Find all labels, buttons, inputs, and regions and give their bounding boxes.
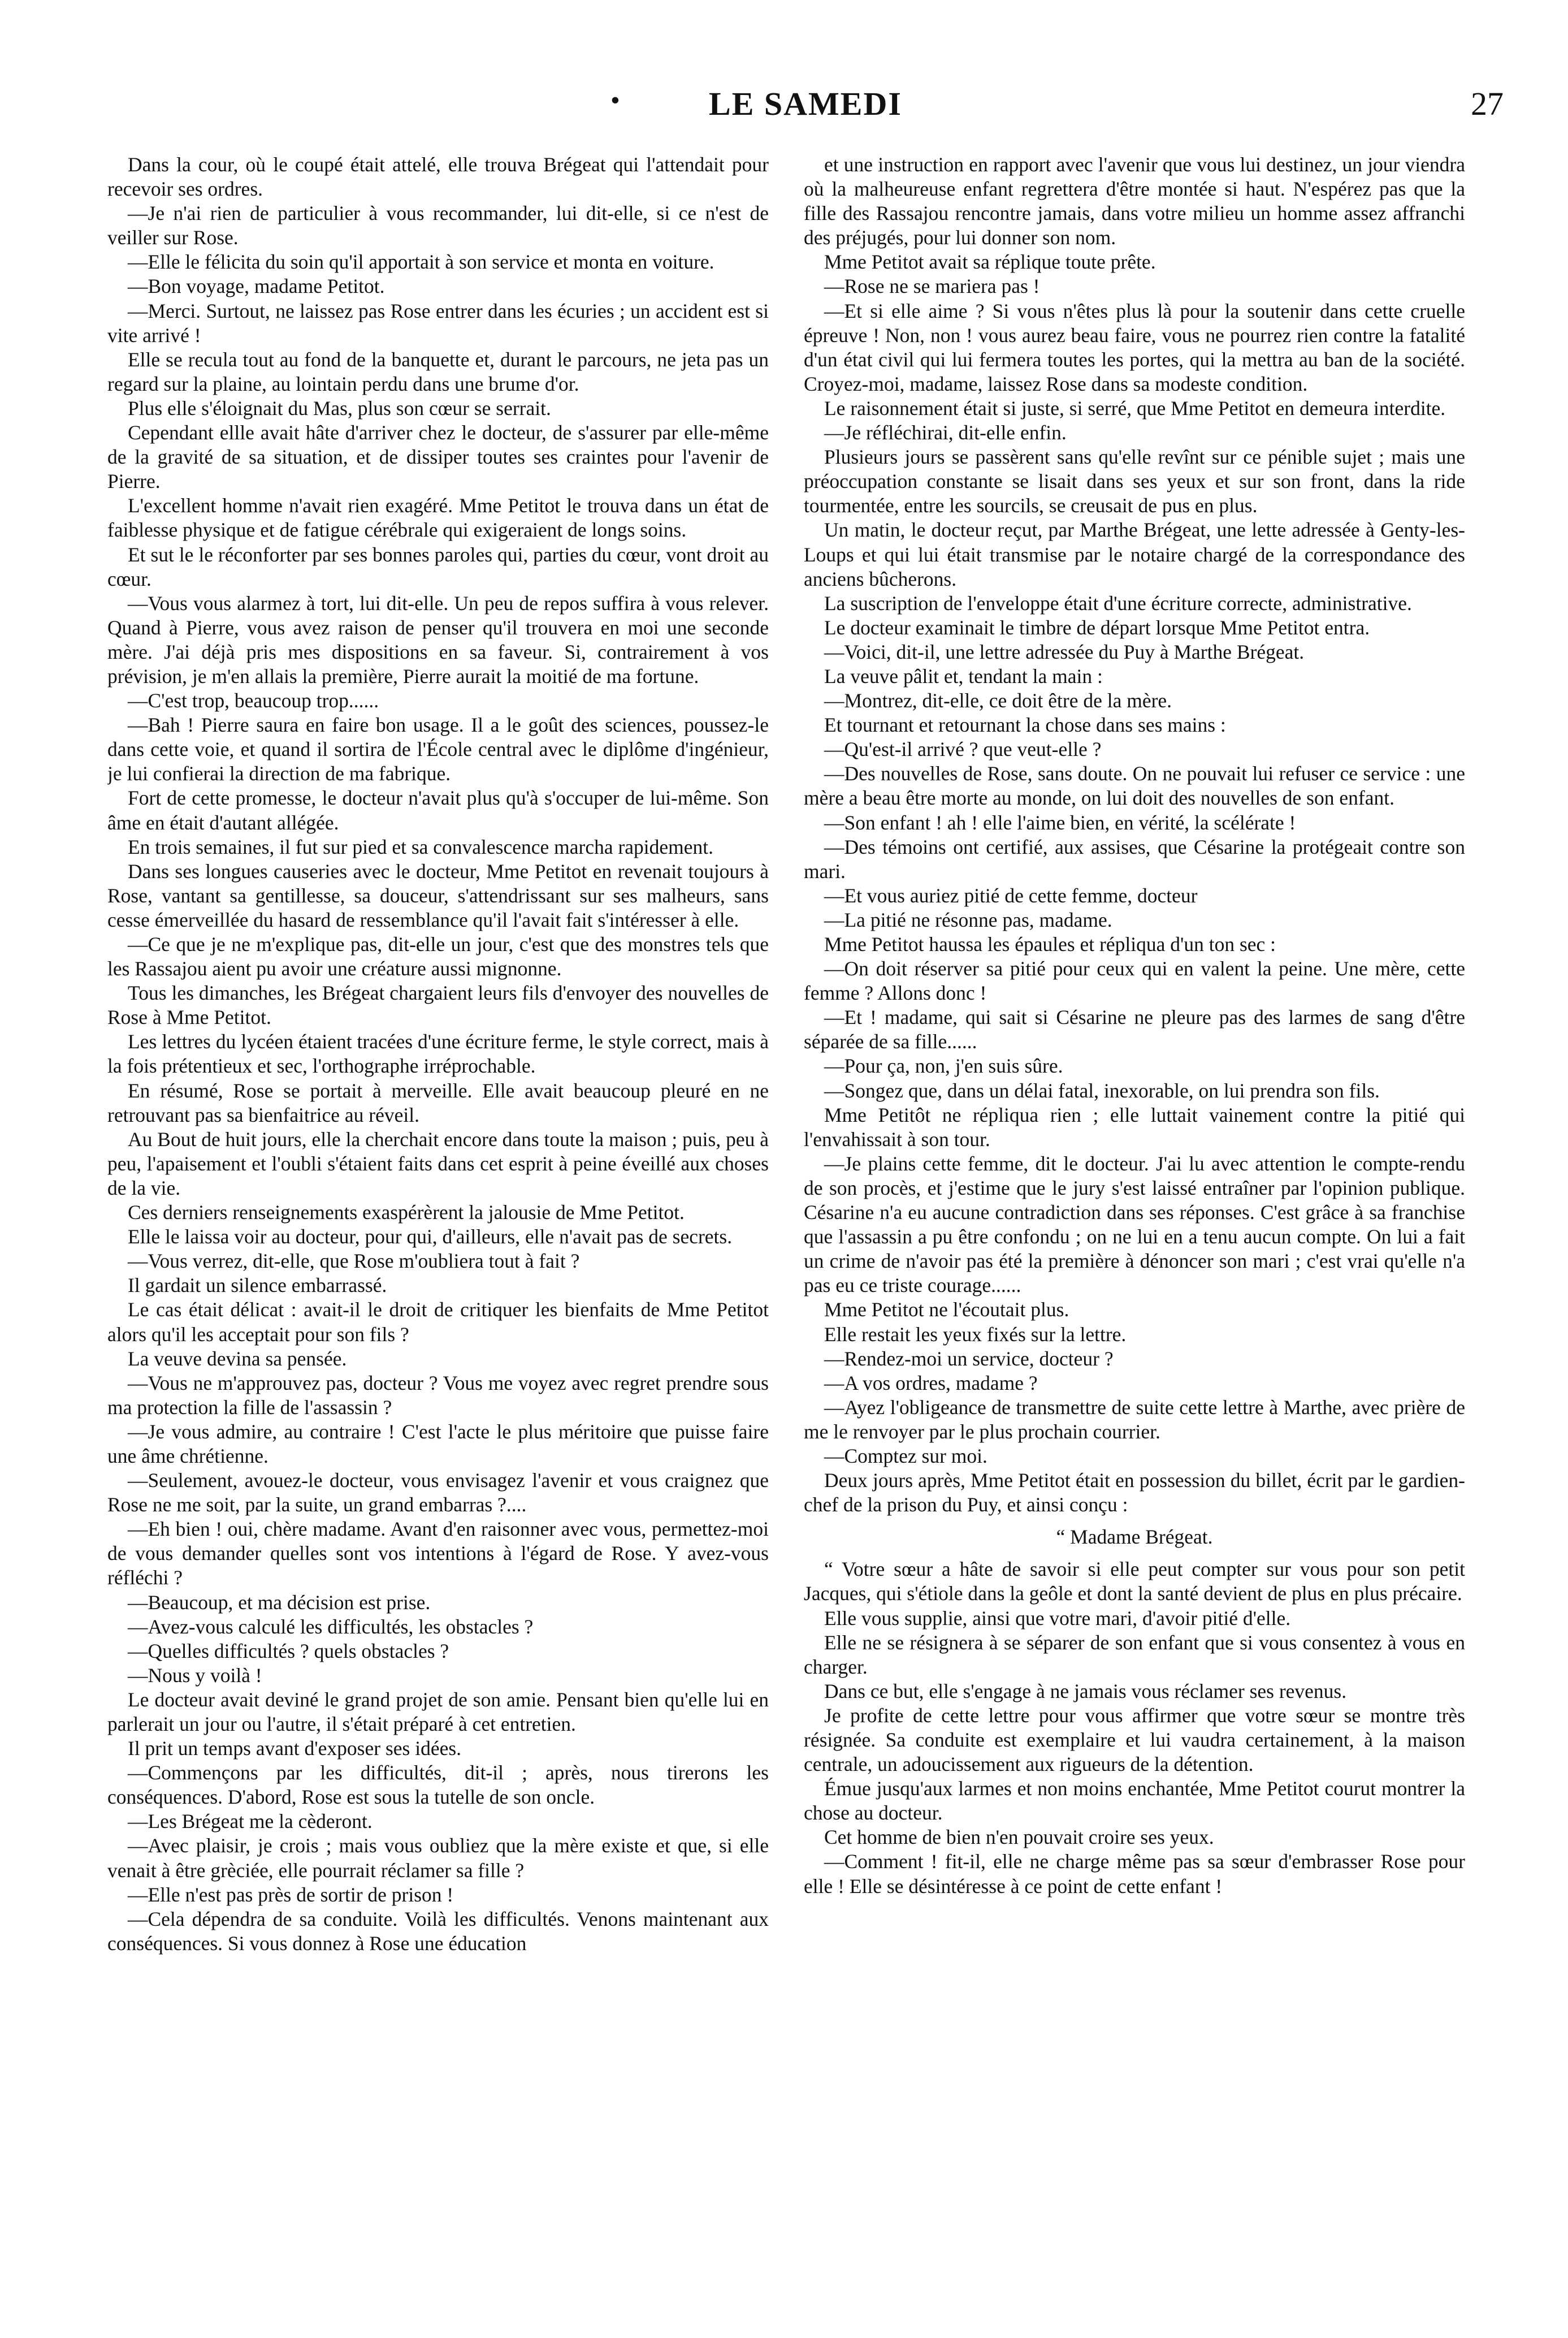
paragraph: L'excellent homme n'avait rien exagéré. Mme Petitot le trouva dans un état de faiblesse physique et de fatigue cérébrale qui exigeraient de longs soins. bbox=[107, 494, 769, 542]
paragraph: Le raisonnement était si juste, si serré, que Mme Petitot en demeura interdite. bbox=[824, 396, 1446, 420]
paragraph: Au Bout de huit jours, elle la cherchait encore dans toute la maison ; puis, peu à peu, l'apaisement et l'oubli s'étaient faits dans cet esprit à peine éveillé aux choses de la vie. bbox=[107, 1127, 769, 1199]
paragraph: Il gardait un silence embarrassé. bbox=[128, 1274, 387, 1297]
paragraph: Mme Petitôt ne répliqua rien ; elle luttait vainement contre la pitié qui l'envahissait à son tour. bbox=[804, 1103, 1465, 1151]
paragraph: Mme Petitot avait sa réplique toute prête. bbox=[824, 250, 1156, 274]
paragraph: Le cas était délicat : avait-il le droit de critiquer les bienfaits de Mme Petitot alors qu'il les acceptait pour son fils ? bbox=[107, 1298, 769, 1346]
paragraph: Et sut le le réconforter par ses bonnes paroles qui, parties du cœur, vont droit au cœur. bbox=[107, 543, 769, 590]
paragraph: —Et ! madame, qui sait si Césarine ne pleure pas des larmes de sang d'être séparée de sa fille...... bbox=[804, 1006, 1465, 1053]
paragraph: —Eh bien ! oui, chère madame. Avant d'en raisonner avec vous, permettez-moi de vous demander quelles sont vos intentions à l'égard de Rose. Y avez-vous réfléchi ? bbox=[107, 1518, 769, 1589]
paragraph: Deux jours après, Mme Petitot était en possession du billet, écrit par le gardien-chef de la prison du Puy, et ainsi conçu : bbox=[804, 1469, 1465, 1516]
paragraph: Dans ses longues causeries avec le docteur, Mme Petitot en revenait toujours à Rose, vantant sa gentillesse, sa douceur, s'attendrissant sur ses malheurs, sans cesse émerveillée du hasard de ressemblance qu'il l'avait fait s'intéresser à elle. bbox=[107, 859, 769, 931]
paragraph: —Ce que je ne m'explique pas, dit-elle un jour, c'est que des monstres tels que les Rassajou aient pu avoir une créature aussi mignonne. bbox=[107, 933, 769, 980]
paragraph: —Son enfant ! ah ! elle l'aime bien, en vérité, la scélérate ! bbox=[824, 811, 1296, 834]
paragraph: —Comment ! fit-il, elle ne charge même pas sa sœur d'embrasser Rose pour elle ! Elle se désintéresse à ce point de cette enfant ! bbox=[804, 1850, 1465, 1898]
paragraph: —Je réfléchirai, dit-elle enfin. bbox=[824, 421, 1067, 444]
paragraph: —Bah ! Pierre saura en faire bon usage. Il a le goût des sciences, poussez-le dans cette voie, et quand il sortira de l'École central avec le diplôme d'ingénieur, je lui confierai la direction de ma fabrique. bbox=[107, 714, 769, 785]
paragraph: —Et si elle aime ? Si vous n'êtes plus là pour la soutenir dans cette cruelle épreuve ! Non, non ! vous aurez beau faire, vous ne pourrez rien contre la fatalité d'un état civil qui lui fermera toutes les portes, qui la mettra au ban de la société. Croyez-moi, madame, laissez Rose dans sa modeste condition. bbox=[804, 299, 1465, 395]
paragraph: En trois semaines, il fut sur pied et sa convalescence marcha rapidement. bbox=[128, 835, 714, 858]
paragraph: —C'est trop, beaucoup trop...... bbox=[128, 689, 379, 712]
text-column-right bbox=[804, 153, 1465, 2307]
paragraph: Il prit un temps avant d'exposer ses idées. bbox=[128, 1737, 462, 1760]
text-column-left bbox=[107, 153, 769, 2307]
paragraph: Dans la cour, où le coupé était attelé, elle trouva Brégeat qui l'attendait pour recevoir ses ordres. bbox=[107, 153, 769, 201]
paragraph: Elle le laissa voir au docteur, pour qui, d'ailleurs, elle n'avait pas de secrets. bbox=[128, 1225, 733, 1248]
paragraph: —Vous vous alarmez à tort, lui dit-elle. Un peu de repos suffira à vous relever. Quand à Pierre, vous avez raison de penser qu'il trouvera en moi une seconde mère. J'ai déjà pris mes dispositions en sa faveur. Si, contrairement à vos prévision, je m'en allais la première, Pierre aurait la moitié de ma fortune. bbox=[107, 591, 769, 688]
paragraph: “ Madame Brégeat. bbox=[1056, 1525, 1213, 1549]
paragraph: —Qu'est-il arrivé ? que veut-elle ? bbox=[824, 738, 1102, 761]
page-number: 27 bbox=[1471, 85, 1504, 122]
paragraph: Les lettres du lycéen étaient tracées d'une écriture ferme, le style correct, mais à la fois prétentieux et sec, l'orthographe irréprochable. bbox=[107, 1030, 769, 1078]
paragraph: La suscription de l'enveloppe était d'une écriture correcte, administrative. bbox=[824, 591, 1412, 615]
paragraph: Elle vous supplie, ainsi que votre mari, d'avoir pitié d'elle. bbox=[824, 1606, 1291, 1630]
paragraph: —Rose ne se mariera pas ! bbox=[824, 275, 1040, 298]
paragraph: “ Votre sœur a hâte de savoir si elle peut compter sur vous pour son petit Jacques, qui s'étiole dans la geôle et dont la santé devient de plus en plus précaire. bbox=[804, 1558, 1465, 1605]
paragraph: En résumé, Rose se portait à merveille. Elle avait beaucoup pleuré en ne retrouvant pas sa bienfaitrice au réveil. bbox=[107, 1079, 769, 1126]
paragraph: —On doit réserver sa pitié pour ceux qui en valent la peine. Une mère, cette femme ? Allons donc ! bbox=[804, 957, 1465, 1005]
paragraph: —Avez-vous calculé les difficultés, les obstacles ? bbox=[128, 1615, 534, 1638]
paragraph: —Vous ne m'approuvez pas, docteur ? Vous me voyez avec regret prendre sous ma protection la fille de l'assassin ? bbox=[107, 1371, 769, 1419]
paragraph: Plusieurs jours se passèrent sans qu'elle revînt sur ce pénible sujet ; mais une préoccupation constante se lisait dans ses yeux et sur son front, dans la ride tourmentée, entre les sourcils, se creusait de pus en plus. bbox=[804, 446, 1465, 517]
paragraph: —Et vous auriez pitié de cette femme, docteur bbox=[824, 884, 1198, 907]
paragraph: —Je n'ai rien de particulier à vous recommander, lui dit-elle, si ce n'est de veiller sur Rose. bbox=[107, 202, 769, 249]
page-header bbox=[107, 85, 1504, 136]
header-dot: • bbox=[610, 85, 620, 115]
paragraph: —Les Brégeat me la cèderont. bbox=[128, 1810, 372, 1833]
paragraph: —Vous verrez, dit-elle, que Rose m'oubliera tout à fait ? bbox=[128, 1250, 580, 1273]
paragraph: —Elle n'est pas près de sortir de prison ! bbox=[128, 1883, 454, 1906]
paragraph: Elle restait les yeux fixés sur la lettre. bbox=[824, 1323, 1127, 1346]
paragraph: Je profite de cette lettre pour vous affirmer que votre sœur se montre très résignée. Sa conduite est exemplaire et lui vaudra certainement, à la maison centrale, un adoucissement aux rigueurs de la détention. bbox=[804, 1704, 1465, 1776]
paragraph: —Merci. Surtout, ne laissez pas Rose entrer dans les écuries ; un accident est si vite arrivé ! bbox=[107, 299, 769, 347]
paragraph: Le docteur avait deviné le grand projet de son amie. Pensant bien qu'elle lui en parlerait un jour ou l'autre, il s'était préparé à cet entretien. bbox=[107, 1688, 769, 1735]
paragraph: —Des témoins ont certifié, aux assises, que Césarine la protégeait contre son mari. bbox=[804, 835, 1465, 883]
paragraph: —Ayez l'obligeance de transmettre de suite cette lettre à Marthe, avec prière de me le renvoyer par le plus prochain courrier. bbox=[804, 1395, 1465, 1443]
paragraph: Ces derniers renseignements exaspérèrent la jalousie de Mme Petitot. bbox=[128, 1201, 685, 1224]
paragraph: Elle se recula tout au fond de la banquette et, durant le parcours, ne jeta pas un regard sur la plaine, au lointain perdu dans une brume d'or. bbox=[107, 348, 769, 395]
paragraph: —Seulement, avouez-le docteur, vous envisagez l'avenir et vous craignez que Rose ne me soit, par la suite, un grand embarras ?.... bbox=[107, 1469, 769, 1516]
paragraph: Un matin, le docteur reçut, par Marthe Brégeat, une lette adressée à Genty-les-Loups et qui lui était transmise par le notaire chargé de la correspondance des anciens bûcherons. bbox=[804, 518, 1465, 590]
paragraph: —Commençons par les difficultés, dit-il ; après, nous tirerons les conséquences. D'abord, Rose est sous la tutelle de son oncle. bbox=[107, 1761, 769, 1809]
paragraph: Mme Petitot haussa les épaules et répliqua d'un ton sec : bbox=[824, 933, 1276, 956]
paragraph: —Montrez, dit-elle, ce doit être de la mère. bbox=[824, 689, 1172, 712]
paragraph: Cet homme de bien n'en pouvait croire ses yeux. bbox=[824, 1826, 1214, 1849]
paragraph: Mme Petitot ne l'écoutait plus. bbox=[824, 1298, 1069, 1321]
paragraph: Plus elle s'éloignait du Mas, plus son cœur se serrait. bbox=[128, 396, 551, 420]
paragraph: —Songez que, dans un délai fatal, inexorable, on lui prendra son fils. bbox=[824, 1079, 1380, 1102]
paragraph: Fort de cette promesse, le docteur n'avait plus qu'à s'occuper de lui-même. Son âme en était d'autant allégée. bbox=[107, 786, 769, 834]
paragraph: et une instruction en rapport avec l'avenir que vous lui destinez, un jour viendra où la malheureuse enfant regrettera d'être montée si haut. N'espérez pas que la fille des Rassajou rencontre jamais, dans votre milieu un homme assez affranchi des préjugés, pour lui donner son nom. bbox=[804, 153, 1465, 249]
paragraph: —Bon voyage, madame Petitot. bbox=[128, 275, 385, 298]
paragraph: Émue jusqu'aux larmes et non moins enchantée, Mme Petitot courut montrer la chose au docteur. bbox=[804, 1777, 1465, 1825]
paragraph: —Cela dépendra de sa conduite. Voilà les difficultés. Venons maintenant aux conséquences. Si vous donnez à Rose une éducation bbox=[107, 1907, 769, 1955]
paragraph: —Voici, dit-il, une lettre adressée du Puy à Marthe Brégeat. bbox=[824, 640, 1305, 663]
paragraph: —Des nouvelles de Rose, sans doute. On ne pouvait lui refuser ce service : une mère a beau être morte au monde, on lui doit des nouvelles de son enfant. bbox=[804, 762, 1465, 810]
paragraph: —Pour ça, non, j'en suis sûre. bbox=[824, 1055, 1063, 1078]
paragraph: —Je plains cette femme, dit le docteur. J'ai lu avec attention le compte-rendu de son procès, et j'estime que le jury s'est laissé entraîner par l'opinion publique. Césarine n'a eu aucune contradiction dans ses réponses. C'est grâce à sa franchise que l'assassin a pu être confondu ; on ne lui en a tenu aucun compte. On lui a fait un crime de n'avoir pas été la première à dénoncer son mari ; c'est vrai qu'elle n'a pas eu ce triste courage...... bbox=[804, 1152, 1465, 1297]
paragraph: —Comptez sur moi. bbox=[824, 1444, 987, 1467]
paragraph: —Quelles difficultés ? quels obstacles ? bbox=[128, 1639, 449, 1662]
paragraph: —Avec plaisir, je crois ; mais vous oubliez que la mère existe et que, si elle venait à être grèciée, elle pourrait réclamer sa fille ? bbox=[107, 1834, 769, 1882]
running-title: LE SAMEDI bbox=[709, 85, 902, 122]
paragraph: Et tournant et retournant la chose dans ses mains : bbox=[824, 714, 1226, 737]
paragraph: Tous les dimanches, les Brégeat chargaient leurs fils d'envoyer des nouvelles de Rose à Mme Petitot. bbox=[107, 982, 769, 1029]
paragraph: Le docteur examinait le timbre de départ lorsque Mme Petitot entra. bbox=[824, 616, 1370, 639]
paragraph: Cependant ellle avait hâte d'arriver chez le docteur, de s'assurer par elle-même de la gravité de sa situation, et de dissiper toutes ses craintes pour l'avenir de Pierre. bbox=[107, 421, 769, 493]
paragraph: Elle ne se résignera à se séparer de son enfant que si vous consentez à vous en charger. bbox=[804, 1631, 1465, 1678]
paragraph: —Rendez-moi un service, docteur ? bbox=[824, 1347, 1114, 1370]
paragraph: —Elle le félicita du soin qu'il apportait à son service et monta en voiture. bbox=[128, 250, 714, 274]
paragraph: La veuve pâlit et, tendant la main : bbox=[824, 664, 1103, 688]
paragraph: —La pitié ne résonne pas, madame. bbox=[824, 908, 1112, 931]
paragraph: —Je vous admire, au contraire ! C'est l'acte le plus méritoire que puisse faire une âme chrétienne. bbox=[107, 1420, 769, 1467]
paragraph: —A vos ordres, madame ? bbox=[824, 1371, 1038, 1394]
paragraph: Dans ce but, elle s'engage à ne jamais vous réclamer ses revenus. bbox=[824, 1679, 1347, 1702]
paragraph: —Nous y voilà ! bbox=[128, 1663, 262, 1687]
paragraph: —Beaucoup, et ma décision est prise. bbox=[128, 1591, 431, 1614]
paragraph: La veuve devina sa pensée. bbox=[128, 1347, 347, 1370]
